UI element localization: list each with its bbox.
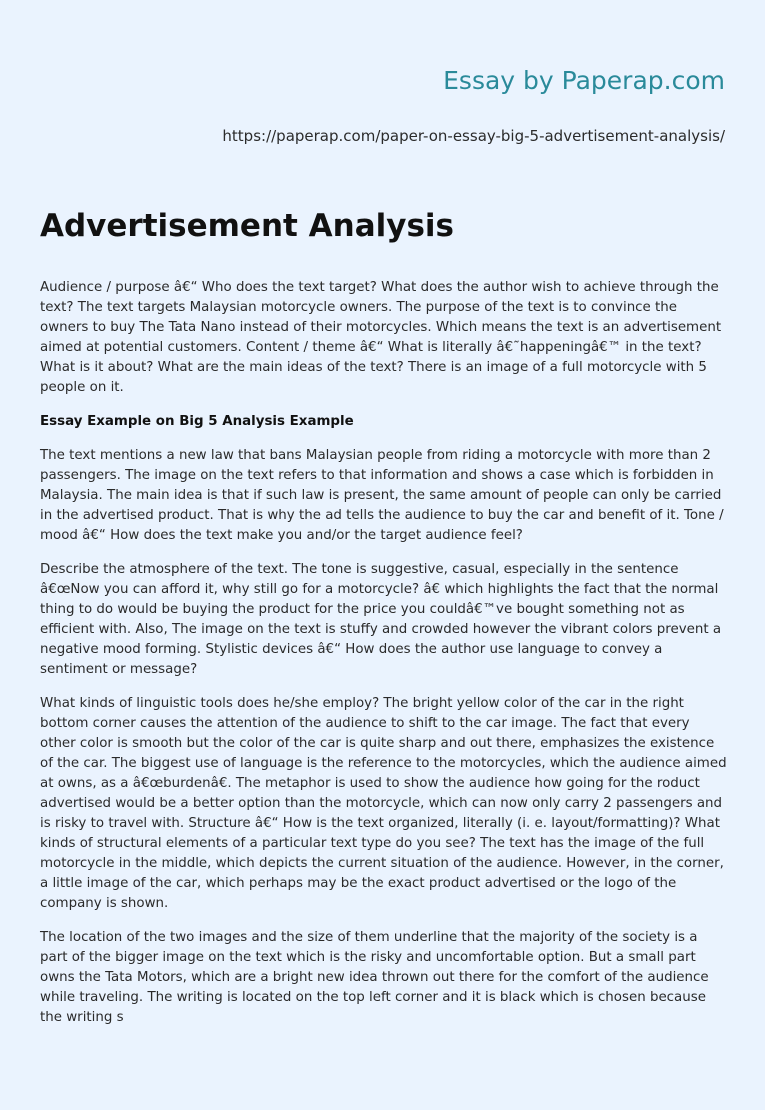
paragraph: What kinds of linguistic tools does he/she employ? The bright yellow color of the car in the right bottom corner causes the attention of the audience to shift to the car image. The fact that every other color is smooth but the color of the car is quite sharp and out there, emphasizes the existence of the car. The biggest use of language is the reference to the motorcycles, which the audience aimed at owns, as a â€œburdenâ€. The metaphor is used to show the audience how going for the roduct advertised would be a better option than the motorcycle, which can now only carry 2 passengers and is risky to travel with. Structure â€“ How is the text organized, literally (i. e. layout/formatting)? What kinds of structural elements of a particular text type do you see? The text has the image of the full motorcycle in the middle, which depicts the current situation of the audience. However, in the corner, a little image of the car, which perhaps may be the exact product advertised or the logo of the company is shown.	[40, 696, 727, 911]
source-url-link[interactable]: https://paperap.com/paper-on-essay-big-5-advertisement-analysis/	[222, 127, 725, 145]
paragraph: The text mentions a new law that bans Malaysian people from riding a motorcycle with more than 2 passengers. The image on the text refers to that information and shows a case which is forbidden in Malaysia. The main idea is that if such law is present, the same amount of people can only be carried in the advertised product. That is why the ad tells the audience to buy the car and benefit of it. Tone / mood â€“ How does the text make you and/or the target audience feel?	[40, 448, 724, 543]
article-body	[40, 278, 729, 1042]
section-subheading: Essay Example on Big 5 Analysis Example	[40, 414, 354, 429]
paragraph: Describe the atmosphere of the text. The tone is suggestive, casual, especially in the sentence â€œNow you can afford it, why still go for a motorcycle? â€ which highlights the fact that the normal thing to do would be buying the product for the price you couldâ€™ve bought something not as efficient with. Also, The image on the text is stuffy and crowded however the vibrant colors prevent a negative mood forming. Stylistic devices â€“ How does the author use language to convey a sentiment or message?	[40, 562, 722, 677]
page-title: Advertisement Analysis	[40, 208, 454, 244]
site-brand-link[interactable]: Essay by Paperap.com	[443, 66, 725, 95]
paragraph: Audience / purpose â€“ Who does the text target? What does the author wish to achieve through the text? The text targets Malaysian motorcycle owners. The purpose of the text is to convince the owners to buy The Tata Nano instead of their motorcycles. Which means the text is an advertisement aimed at potential customers. Content / theme â€“ What is literally â€˜happeningâ€™ in the text? What is it about? What are the main ideas of the text? There is an image of a full motorcycle with 5 people on it.	[40, 280, 722, 395]
paragraph: The location of the two images and the size of them underline that the majority of the society is a part of the bigger image on the text which is the risky and uncomfortable option. But a small part owns the Tata Motors, which are a bright new idea thrown out there for the comfort of the audience while traveling. The writing is located on the top left corner and it is black which is chosen because the writing s	[40, 930, 709, 1025]
